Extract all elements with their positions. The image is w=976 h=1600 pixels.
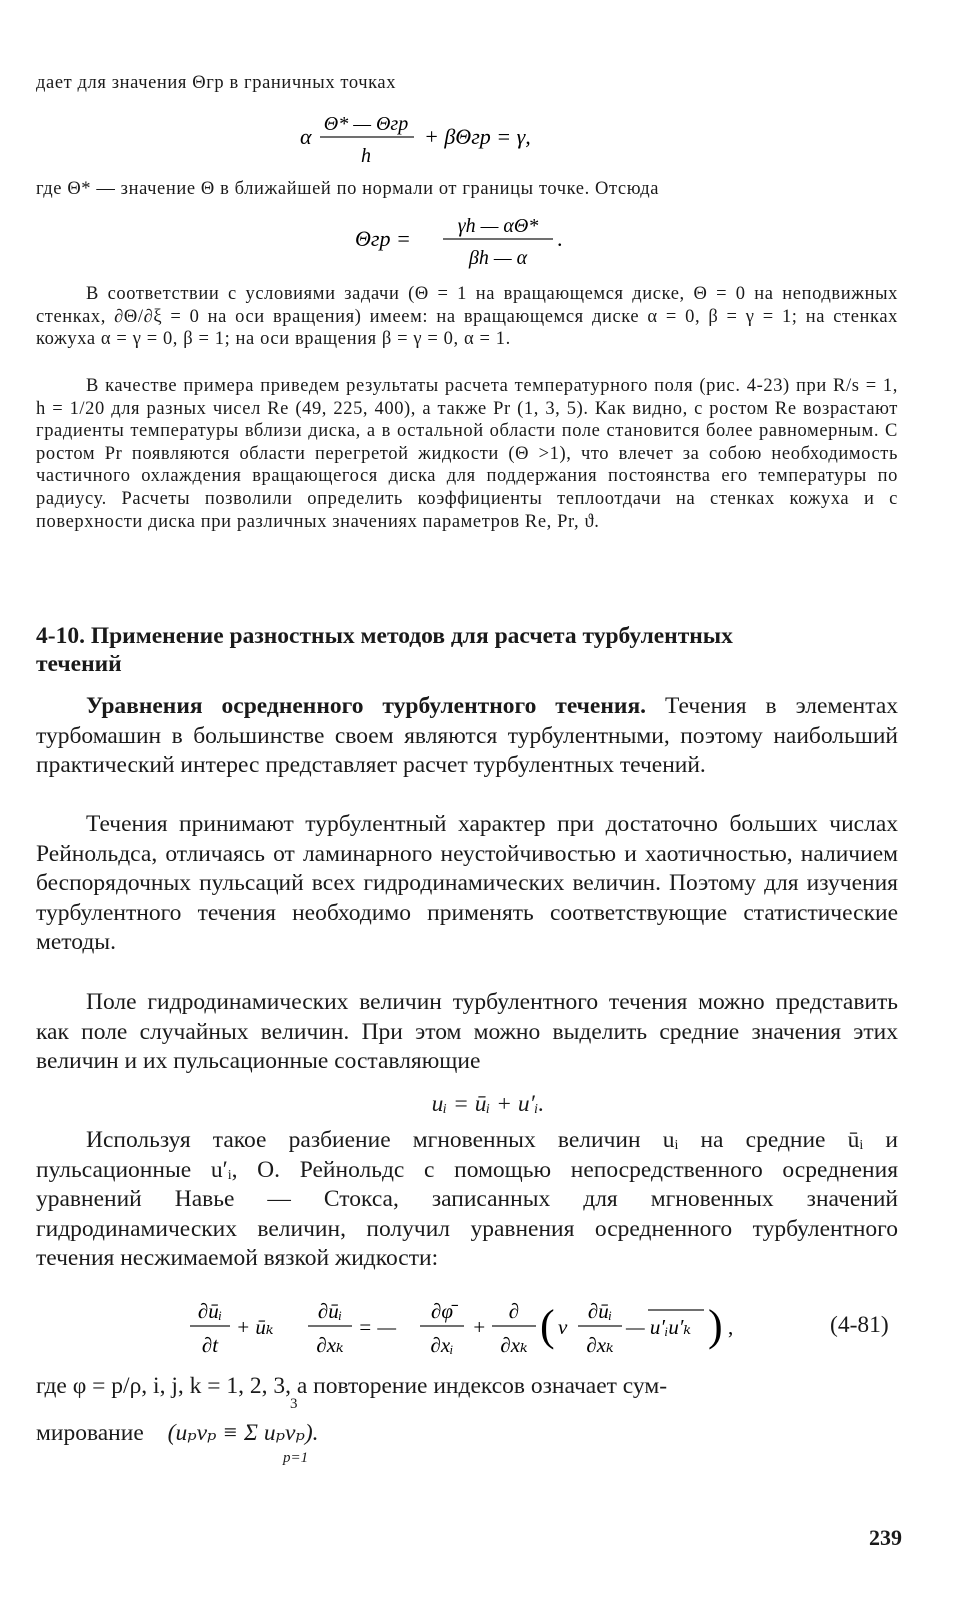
paragraph-summation <box>36 1418 319 1447</box>
paragraph-where: где Θ* — значение Θ в ближайшей по нормали от границы точке. Отсюда <box>36 179 660 199</box>
eq1-rest: + βΘгр = γ, <box>424 124 531 149</box>
eq1-denominator: h <box>361 145 371 167</box>
eq4-nu: ν <box>558 1315 568 1339</box>
eq4-t5-num: ∂ūᵢ <box>587 1299 613 1323</box>
equation-boundary-condition <box>290 104 620 174</box>
equation-theta-boundary <box>355 206 595 274</box>
eq2-suffix: . <box>557 226 563 251</box>
paragraph-reynolds-averaging: Используя такое разбиение мгновенных величин uᵢ на средние ūᵢ и пульсационные u′ᵢ, О. Рейнольдс с помощью непосредственного осреднения уравнений Навье — Стокса, записанных для мгновенных значений гидродинамических величин, получил уравнения осредненного турбулентного течения несжимаемой вязкой жидкости: <box>36 1127 898 1271</box>
eq4-plus1: + ūₖ <box>236 1315 274 1339</box>
eq4-t1-den: ∂t <box>201 1333 219 1357</box>
eq1-numerator: Θ* — Θгр <box>323 113 409 135</box>
eq4-tail: — u′ᵢu′ₖ <box>626 1315 692 1339</box>
eq4-t4-den: ∂xₖ <box>500 1333 528 1357</box>
eq4-paren-open: ( <box>540 1301 555 1350</box>
eq1-prefix: α <box>300 124 312 149</box>
summation-upper-limit: 3 <box>290 1396 298 1412</box>
eq4-paren-close: ) <box>708 1301 723 1350</box>
eq4-t1-num: ∂ūᵢ <box>197 1299 223 1323</box>
page-number: 239 <box>869 1525 902 1550</box>
section-heading: 4-10. Применение разностных методов для расчета турбулентных течений <box>36 623 733 677</box>
summation-formula: (uₚvₚ ≡ Σ uₚvₚ). <box>167 1420 319 1446</box>
eq4-t3-num: ∂φ̄ <box>431 1299 453 1323</box>
eq4-plus2: + <box>472 1315 487 1339</box>
eq4-t5-den: ∂xₖ <box>586 1333 614 1357</box>
paragraph-random-field: Поле гидродинамических величин турбулентного течения можно представить как поле случайных величин. При этом можно выделить средние значения этих величин и их пульсационные составляющие <box>36 989 898 1074</box>
paragraph-phi-def: где φ = p/ρ, i, j, k = 1, 2, 3, а повторение индексов означает сум- <box>36 1373 668 1399</box>
eq4-t4-num: ∂ <box>508 1299 520 1323</box>
paragraph-conditions: В соответствии с условиями задачи (Θ = 1 на вращающемся диске, Θ = 0 на неподвижных стенках, ∂Θ/∂ξ = 0 на оси вращения) имеем: на вращающемся диске α = 0, β = γ = 1; на стенках кожуха α = γ = 0, β = 1; на оси вращения β = γ = 0, α = 1. <box>36 284 898 350</box>
eq2-numerator: γh — αΘ* <box>457 215 539 237</box>
equation-reynolds <box>180 1290 760 1366</box>
equation-number: (4-81) <box>830 1312 889 1338</box>
paragraph-intro: дает для значения Θгр в граничных точках <box>36 73 397 93</box>
eq4-comma: , <box>728 1315 734 1339</box>
equation-decomposition: uᵢ = ūᵢ + u′ᵢ. <box>431 1091 545 1117</box>
summation-word: мирование <box>36 1420 144 1446</box>
eq4-t3-den: ∂xᵢ <box>430 1333 454 1357</box>
eq2-denominator: βh — α <box>468 247 528 269</box>
paragraph-turbulent-intro <box>36 692 898 781</box>
paragraph-reynolds: Течения принимают турбулентный характер при достаточно больших числах Рейнольдса, отличаясь от ламинарного неустойчивостью и хаотичностью, наличием беспорядочных пульсаций всех гидродинамических величин. Поэтому для изучения турбулентного течения необходимо применять соответствующие статистические методы. <box>36 811 898 955</box>
paragraph-example: В качестве примера приведем результаты расчета температурного поля (рис. 4-23) при R/s = 1, h = 1/20 для разных чисел Re (49, 225, 400), а также Pr (1, 3, 5). Как видно, с ростом Re возрастают градиенты температуры вблизи диска, а в остальной области поле становится более равномерным. С ростом Pr появляются области перегретой жидкости (Θ >1), что влечет за собою необходимость частичного охлаждения вращающегося диска для поддержания постоянства его температуры по радиусу. Расчеты позволили определить коэффициенты теплоотдачи на стенках кожуха и с поверхности диска при различных значениях параметров Re, Pr, ϑ. <box>36 376 898 532</box>
summation-lower-limit: p=1 <box>283 1450 309 1466</box>
eq2-lhs: Θгр = <box>355 226 411 251</box>
eq4-eq-minus: = — <box>358 1315 397 1339</box>
runin-heading: Уравнения осредненного турбулентного течения. <box>86 693 647 719</box>
eq4-t2-num: ∂ūᵢ <box>317 1299 343 1323</box>
paragraph-turbulent-intro-text: Течения в элементах турбомашин в большинстве своем являются турбулентными, поэтому наибольший практический интерес представляет расчет турбулентных течений. <box>36 693 898 778</box>
eq4-t2-den: ∂xₖ <box>316 1333 344 1357</box>
